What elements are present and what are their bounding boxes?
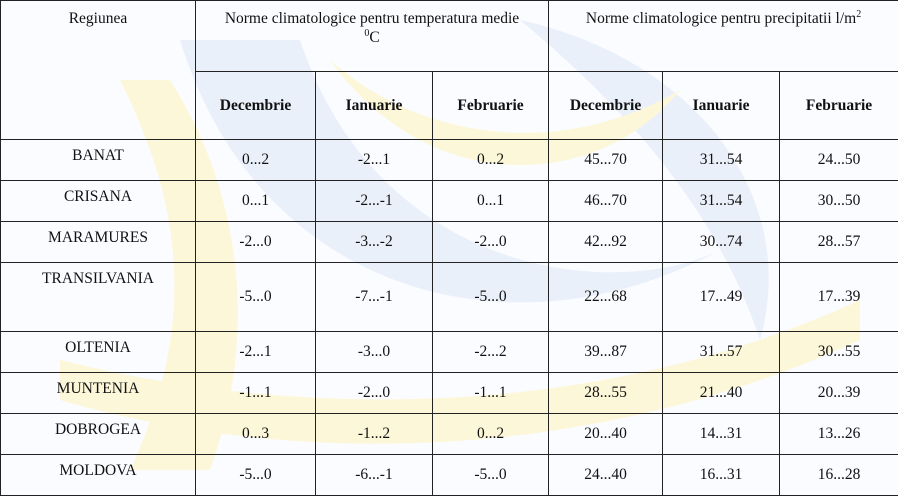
region-header-label: Regiunea: [69, 10, 128, 27]
table-row: [1, 332, 898, 373]
temperature-cell: -2...2: [433, 332, 549, 373]
precipitation-cell: 13...26: [780, 414, 898, 455]
temperature-cell: 0...3: [196, 414, 316, 455]
precipitation-cell: 17...49: [663, 263, 780, 332]
precipitation-cell: 14...31: [663, 414, 780, 455]
precipitation-header-text: Norme climatologice pentru precipitatii l/m: [586, 10, 856, 27]
temperature-cell: -2...0: [433, 222, 549, 263]
precipitation-cell: 30...74: [663, 222, 780, 263]
temperature-cell: -1...1: [196, 373, 316, 414]
precipitation-cell: 21...40: [663, 373, 780, 414]
region-name-cell: CRISANA: [1, 181, 196, 222]
precipitation-cell: 17...39: [780, 263, 898, 332]
precipitation-cell: 22...68: [549, 263, 663, 332]
table-row: [1, 222, 898, 263]
degree-superscript: 0: [364, 28, 369, 39]
temperature-group-header: [196, 1, 549, 72]
precipitation-cell: 30...50: [780, 181, 898, 222]
region-column-header: [1, 1, 196, 140]
temperature-cell: -5...0: [196, 455, 316, 496]
temperature-cell: -2...0: [196, 222, 316, 263]
precipitation-cell: 20...39: [780, 373, 898, 414]
table-row: [1, 455, 898, 496]
temp-month-header: Ianuarie: [316, 72, 433, 140]
temperature-unit: C: [369, 29, 379, 46]
temperature-cell: 0...1: [196, 181, 316, 222]
table-row: [1, 140, 898, 181]
table-row: [1, 373, 898, 414]
precipitation-cell: 24...50: [780, 140, 898, 181]
temperature-cell: -1...1: [433, 373, 549, 414]
precipitation-group-header: [549, 1, 898, 72]
table-row: [1, 263, 898, 332]
temperature-cell: -1...2: [316, 414, 433, 455]
precipitation-cell: 42...92: [549, 222, 663, 263]
region-name-cell: TRANSILVANIA: [1, 263, 196, 332]
precipitation-cell: 31...54: [663, 181, 780, 222]
precip-month-header: Decembrie: [549, 72, 663, 140]
region-name-cell: DOBROGEA: [1, 414, 196, 455]
region-name-cell: OLTENIA: [1, 332, 196, 373]
temperature-cell: -5...0: [196, 263, 316, 332]
precipitation-cell: 31...57: [663, 332, 780, 373]
temp-month-header: Februarie: [433, 72, 549, 140]
temperature-cell: 0...2: [196, 140, 316, 181]
precipitation-cell: 30...55: [780, 332, 898, 373]
region-name-cell: MOLDOVA: [1, 455, 196, 496]
temperature-cell: -5...0: [433, 263, 549, 332]
temperature-cell: -2...1: [316, 140, 433, 181]
temperature-cell: -5...0: [433, 455, 549, 496]
precipitation-cell: 16...28: [780, 455, 898, 496]
precipitation-cell: 46...70: [549, 181, 663, 222]
temperature-cell: -6...-1: [316, 455, 433, 496]
temperature-cell: -2...1: [196, 332, 316, 373]
temperature-cell: 0...1: [433, 181, 549, 222]
region-name-cell: MUNTENIA: [1, 373, 196, 414]
precip-month-header: Ianuarie: [663, 72, 780, 140]
temp-month-header: Decembrie: [196, 72, 316, 140]
header-row-main: [1, 1, 898, 72]
precipitation-cell: 39...87: [549, 332, 663, 373]
temperature-cell: -7...-1: [316, 263, 433, 332]
temperature-cell: -3...-2: [316, 222, 433, 263]
precipitation-cell: 16...31: [663, 455, 780, 496]
temperature-header-text: Norme climatologice pentru temperatura medie: [225, 10, 519, 27]
precipitation-cell: 24...40: [549, 455, 663, 496]
precipitation-cell: 31...54: [663, 140, 780, 181]
precipitation-cell: 45...70: [549, 140, 663, 181]
table-row: [1, 414, 898, 455]
table-body: [1, 140, 898, 496]
squared-superscript: 2: [856, 9, 861, 20]
temperature-cell: 0...2: [433, 140, 549, 181]
precip-month-header: Februarie: [780, 72, 898, 140]
temperature-cell: 0...2: [433, 414, 549, 455]
temperature-cell: -3...0: [316, 332, 433, 373]
temperature-cell: -2...-1: [316, 181, 433, 222]
precipitation-cell: 20...40: [549, 414, 663, 455]
table-row: [1, 181, 898, 222]
temperature-cell: -2...0: [316, 373, 433, 414]
region-name-cell: BANAT: [1, 140, 196, 181]
precipitation-cell: 28...55: [549, 373, 663, 414]
precipitation-cell: 28...57: [780, 222, 898, 263]
region-name-cell: MARAMURES: [1, 222, 196, 263]
